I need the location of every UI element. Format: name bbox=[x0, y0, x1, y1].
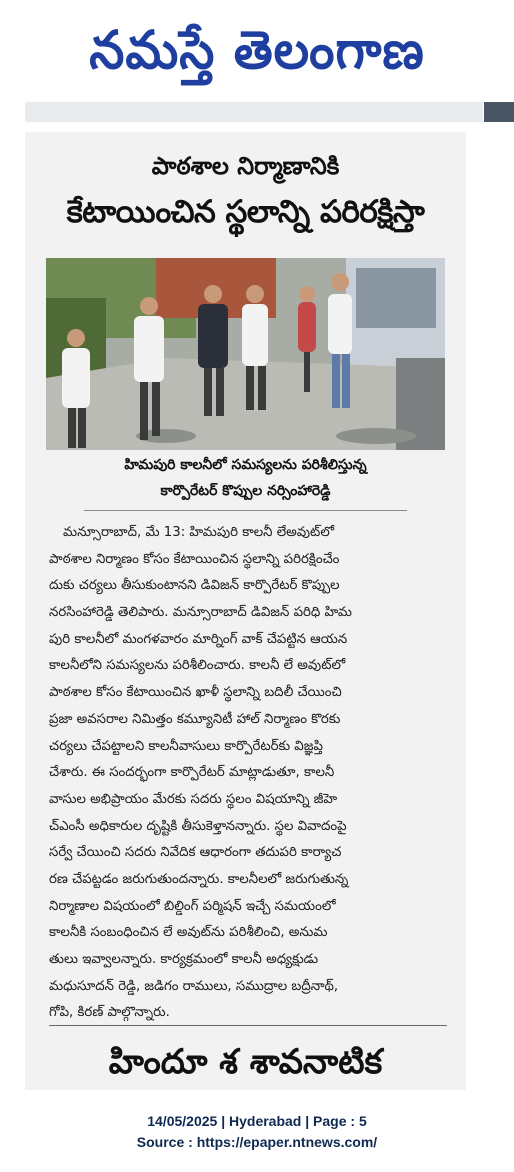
photo-caption-line-1: హిమపురి కాలనీలో సమస్యలను పరిశీలిస్తున్న bbox=[124, 457, 367, 473]
footer-date-edition: 14/05/2025 | Hyderabad | Page : 5 bbox=[147, 1113, 367, 1129]
top-bar-tab bbox=[484, 102, 514, 122]
next-article-headline: హిందూ శ శావనాటిక bbox=[108, 1042, 383, 1082]
headline-line-2: కేటాయించిన స్థలాన్ని పరిరక్షిస్తా bbox=[66, 194, 425, 230]
newspaper-logo: నమస్తే తెలంగాణ bbox=[89, 19, 425, 81]
photo-caption-line-2: కార్పొరేటర్ కొప్పుల నర్సింహారెడ్డి bbox=[160, 483, 331, 499]
body-line: తులు ఇవ్వాలన్నారు. కార్యక్రమంలో కాలనీ అధ్యక్షుడు bbox=[49, 952, 319, 967]
body-line: పురి కాలనీలో మంగళవారం మార్నింగ్ వాక్ చేపట్టిన ఆయన bbox=[49, 631, 348, 647]
top-bar bbox=[25, 102, 483, 122]
body-line: కాలనీకి సంబంధించిన లే అవుట్‌ను పరిశీలించి, అనుమ bbox=[49, 925, 328, 941]
headline-line-1: పాఠశాల నిర్మాణానికి bbox=[151, 152, 340, 180]
body-line: దుకు చర్యలు తీసుకుంటానని డివిజన్ కార్పొరేటర్ కొప్పుల bbox=[49, 578, 340, 594]
body-line: సర్వే చేయించి సదరు నివేదిక ఆధారంగా తదుపరి కార్యాచ bbox=[49, 845, 342, 861]
photo-illustration bbox=[46, 258, 445, 450]
article-body bbox=[49, 520, 447, 1027]
body-line: కాలనీలోని సమస్యలను పరిశీలించారు. కాలనీ లే అవుట్‌లో bbox=[49, 658, 346, 674]
body-line: చేశారు. ఈ సందర్భంగా కార్పొరేటర్ మాట్లాడుతూ, కాలనీ bbox=[49, 765, 335, 781]
article-end-divider bbox=[49, 1025, 447, 1026]
newspaper-page bbox=[25, 132, 466, 1090]
body-line: మధుసూదన్ రెడ్డి, జడిగం రాములు, సముద్రాల బద్రీనాథ్, bbox=[49, 978, 339, 994]
body-line: మన్సూరాబాద్, మే 13: హిమపురి కాలనీ లేఅవుట్‌లో bbox=[63, 525, 334, 540]
masthead bbox=[0, 0, 514, 100]
body-line: చ్ఎంసీ అధికారుల దృష్టికి తీసుకెళ్తానన్నారు. స్థల వివాదంపై bbox=[49, 818, 347, 834]
caption-divider bbox=[84, 510, 407, 511]
body-line: చర్యలు చేపట్టాలని కాలనీవాసులు కార్పొరేటర్‌కు విజ్ఞప్తి bbox=[49, 738, 323, 754]
body-line: పాఠశాల కోసం కేటాయించిన ఖాళీ స్థలాన్ని బదిలీ చేయించి bbox=[49, 685, 342, 701]
body-line: పాఠశాల నిర్మాణం కోసం కేటాయించిన స్థలాన్ని పరిరక్షించేం bbox=[49, 551, 340, 567]
footer-source: Source : https://epaper.ntnews.com/ bbox=[136, 1134, 378, 1150]
body-line: ప్రజా అవసరాల నిమిత్తం కమ్యూనిటీ హాల్ నిర్మాణం కొరకు bbox=[49, 711, 341, 727]
body-line: నరసింహారెడ్డి తెలిపారు. మన్సూరాబాద్ డివిజన్ పరిధి హిమ bbox=[49, 605, 352, 621]
body-line: వాసుల అభిప్రాయం మేరకు సదరు స్థలం విషయాన్ని జీహె bbox=[49, 791, 338, 807]
body-line: నిర్మాణాల విషయంలో బిల్డింగ్ పర్మిషన్ ఇచ్చే సమయంలో bbox=[49, 898, 336, 914]
article-photo bbox=[46, 258, 445, 450]
body-line: రణ చేపట్టడం జరుగుతుందన్నారు. కాలనీలలో జరుగుతున్న bbox=[49, 871, 349, 887]
body-line: గోపి, కిరణ్ పాల్గొన్నారు. bbox=[49, 1005, 170, 1021]
